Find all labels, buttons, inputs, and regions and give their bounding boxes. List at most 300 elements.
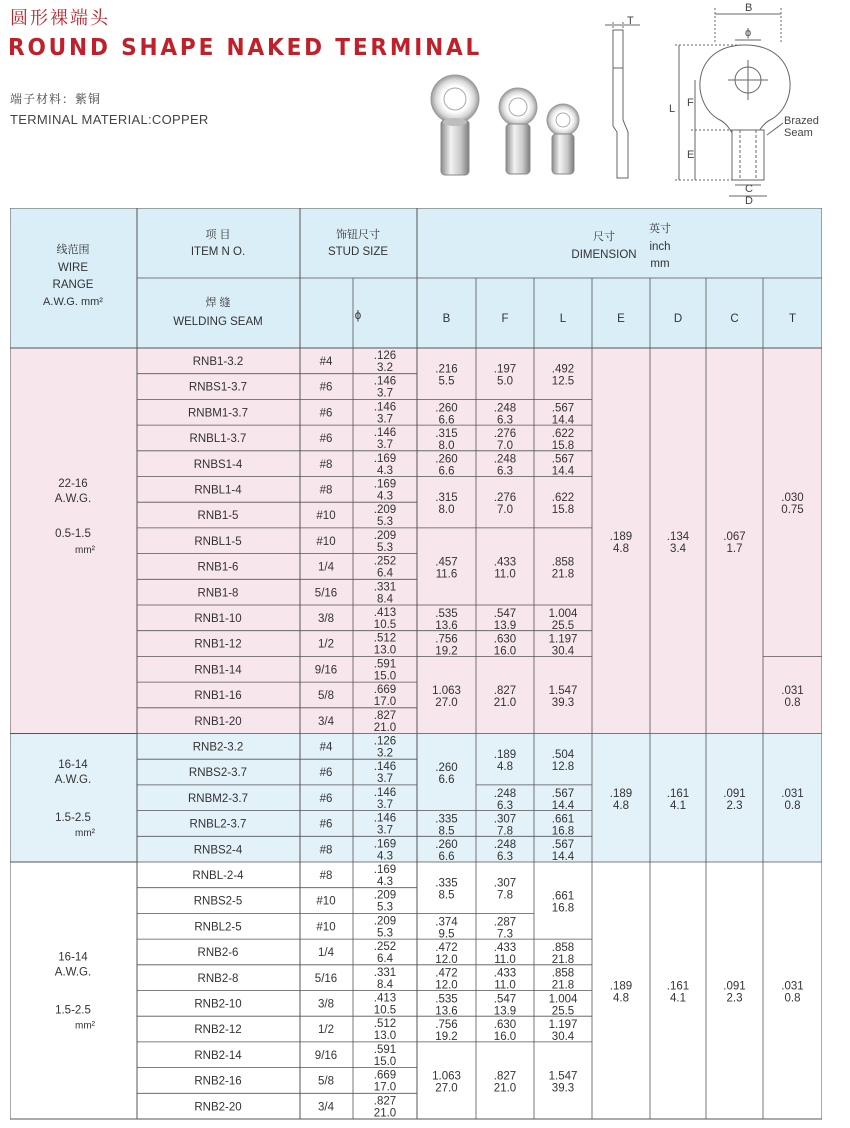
phi-mm-cell: 4.3 [377,850,393,863]
item-cell: RNBL1-5 [194,535,242,548]
dim-l-inch: .567 [551,787,575,800]
dim-f-mm: 7.0 [497,504,513,517]
phi-inch-cell: .669 [373,684,397,697]
phi-inch-cell: .126 [373,350,397,362]
dim-l-mm: 14.4 [551,799,575,812]
phi-mm-cell: 8.4 [377,978,393,991]
dim-l-mm: 14.4 [551,851,575,864]
dim-t-mm: 0.75 [781,504,804,517]
phi-inch-cell: .209 [373,889,397,902]
phi-mm-cell: 10.5 [373,1004,397,1017]
phi-inch-cell: .413 [373,607,397,619]
stud-cell: 5/16 [314,972,338,985]
dim-e-mm: 4.8 [613,992,629,1005]
phi-mm-cell: 21.0 [373,721,397,734]
dim-d-mm: 4.1 [670,992,686,1005]
dim-l-mm: 25.5 [551,1005,575,1018]
dim-b-mm: 6.6 [438,414,455,427]
phi-mm-cell: 3.7 [377,824,393,837]
item-cell: RNBL1-3.7 [189,433,247,446]
phi-inch-cell: .209 [373,529,397,542]
dim-f-inch: .276 [493,427,517,440]
material-en: TERMINAL MATERIAL:COPPER [10,112,209,127]
phi-mm-cell: 3.7 [377,773,393,786]
dim-b-mm: 6.6 [438,774,455,787]
dim-f-mm: 5.0 [497,375,513,388]
stud-cell: #6 [319,407,333,420]
stud-cell: #8 [319,484,333,497]
terminal-large [431,75,479,175]
dim-f-mm: 11.0 [494,568,516,581]
dim-l-mm: 39.3 [551,1082,575,1095]
dim-f-mm: 11.0 [494,979,516,992]
phi-mm-cell: 13.0 [373,1030,397,1043]
dim-l-inch: 1.547 [548,1070,578,1083]
dim-b-mm: 11.6 [435,568,458,581]
dim-b-inch: .315 [435,492,458,505]
phi-inch-cell: .169 [373,864,397,876]
label-e: E [687,149,695,161]
dim-b-inch: 1.063 [432,1070,461,1083]
header-item-cn: 项 目 [205,229,231,241]
header-weld-en: WELDING SEAM [173,316,263,328]
phi-mm-cell: 5.3 [377,541,393,554]
dim-d-mm: 4.1 [670,799,686,812]
dim-b-mm: 12.0 [435,953,458,966]
dim-l-mm: 21.8 [551,979,575,992]
item-cell: RNB1-6 [197,561,239,574]
stud-cell: #10 [316,510,336,523]
dim-l-mm: 30.4 [551,1031,575,1044]
phi-mm-cell: 10.5 [373,619,397,631]
header-inch: inch [649,241,671,253]
dim-b-mm: 9.5 [438,928,455,941]
dimension-diagram [595,0,840,208]
item-cell: RNB1-14 [194,664,242,677]
phi-mm-cell: 5.3 [377,516,393,529]
dim-l-inch: 1.197 [548,1019,578,1032]
dim-f-inch: .547 [493,993,517,1006]
dim-t-mm: 0.8 [784,696,801,709]
phi-inch-cell: .146 [373,375,397,388]
phi-mm-cell: 3.7 [377,439,393,452]
dim-f-inch: .433 [493,967,517,980]
header-phi: ϕ [354,310,362,322]
stud-cell: 9/16 [314,664,338,677]
phi-mm-cell: 15.0 [373,1055,397,1068]
dim-f-inch: .287 [493,916,517,929]
dim-b-inch: .260 [435,453,458,466]
terminal-medium [499,88,537,174]
dim-f-inch: .433 [493,941,517,954]
stud-cell: 3/4 [318,715,334,728]
label-seam: Seam [784,127,813,139]
stud-cell: #6 [319,767,333,780]
phi-inch-cell: .169 [373,478,397,491]
group-awg: 16-14 [58,951,88,964]
phi-inch-cell: .413 [373,992,397,1005]
dim-c-inch: .091 [723,787,746,800]
header-mm: mm [650,258,670,270]
stud-cell: 5/8 [318,1075,334,1088]
dim-b-inch: .472 [435,967,458,980]
dim-b-inch: .535 [435,993,458,1006]
item-cell: RNB1-3.2 [192,356,244,368]
dim-e-inch: .189 [609,980,633,993]
item-cell: RNB2-12 [194,1024,242,1037]
stud-cell: 9/16 [314,1049,338,1062]
item-cell: RNBS2-5 [193,895,243,908]
item-cell: RNBL2-3.7 [189,818,247,831]
phi-mm-cell: 21.0 [373,1107,397,1120]
phi-mm-cell: 4.3 [377,490,393,503]
item-cell: RNBM2-3.7 [187,792,249,805]
header-col-d: D [673,313,683,325]
item-cell: RNB1-10 [194,613,242,625]
dim-b-mm: 13.6 [435,1005,458,1018]
phi-inch-cell: .331 [373,581,397,594]
header-col-b: B [442,313,451,325]
label-brazed: Brazed [784,115,819,127]
dim-f-mm: 6.3 [497,414,513,427]
dim-d-mm: 3.4 [670,542,686,555]
dim-l-mm: 12.5 [551,375,575,388]
item-cell: RNB2-14 [194,1049,242,1062]
dim-l-inch: 1.197 [548,633,578,646]
label-f: F [687,97,694,109]
dim-f-mm: 11.0 [494,953,516,966]
dim-b-inch: .756 [435,1019,458,1032]
stud-cell: #8 [319,458,333,471]
phi-mm-cell: 6.4 [377,567,393,580]
item-cell: RNB1-5 [197,510,239,523]
dim-e-inch: .189 [609,530,633,543]
phi-inch-cell: .252 [373,555,397,568]
dim-f-inch: .248 [493,402,517,415]
header-col-l: L [559,313,567,325]
dim-f-inch: .547 [493,607,517,620]
dim-b-inch: .260 [435,839,458,852]
group-mm-unit: mm² [75,1020,95,1032]
phi-mm-cell: 13.0 [373,644,397,657]
dim-b-inch: .374 [435,916,458,929]
dim-l-inch: .567 [551,402,575,415]
header-stud-en: STUD SIZE [327,246,389,258]
header-wire-en: WIRE [57,262,89,274]
dim-d-inch: .161 [666,980,690,993]
stud-cell: #6 [319,792,333,805]
phi-inch-cell: .827 [373,709,397,722]
dim-l-mm: 14.4 [551,414,575,427]
header-col-f: F [501,313,509,325]
terminal-small [547,104,579,174]
dim-b-inch: .216 [435,363,458,376]
phi-inch-cell: .591 [373,1043,397,1056]
stud-cell: #8 [319,844,333,857]
dim-b-inch: .260 [435,762,458,775]
dim-f-mm: 13.9 [493,619,517,632]
item-cell: RNB2-6 [197,947,239,960]
dim-l-inch: .858 [551,556,575,569]
phi-inch-cell: .169 [373,452,397,465]
dim-l-inch: .567 [551,839,575,852]
spec-table [10,208,822,1125]
phi-mm-cell: 4.3 [377,876,393,888]
title-en: ROUND SHAPE NAKED TERMINAL [8,35,483,61]
dim-c-inch: .091 [723,980,746,993]
phi-inch-cell: .512 [373,1018,397,1031]
dim-f-mm: 7.8 [497,825,513,838]
dim-b-mm: 8.0 [438,439,455,452]
phi-inch-cell: .169 [373,838,397,851]
dim-l-inch: 1.004 [548,607,578,620]
dim-l-mm: 39.3 [551,696,575,709]
group-bg [10,734,822,863]
dim-l-inch: .622 [551,427,575,440]
stud-cell: 5/8 [318,690,334,703]
phi-inch-cell: .827 [373,1095,397,1108]
dim-b-mm: 6.6 [438,851,455,864]
group-mm: 0.5-1.5 [55,527,91,540]
phi-mm-cell: 15.0 [373,670,397,683]
stud-cell: #4 [319,741,333,754]
dim-l-mm: 16.8 [551,825,575,838]
dim-l-mm: 16.8 [551,902,575,915]
phi-inch-cell: .126 [373,735,397,748]
phi-inch-cell: .146 [373,427,397,440]
phi-inch-cell: .512 [373,632,397,645]
dim-b-inch: 1.063 [432,684,461,697]
spec-table-grid [10,208,822,1120]
dim-t-inch: .031 [781,684,804,697]
dim-f-inch: .248 [493,839,517,852]
dim-f-inch: .433 [493,556,517,569]
dim-f-inch: .630 [493,1019,517,1032]
dim-f-inch: .307 [493,813,517,826]
stud-cell: 1/2 [318,638,334,651]
dim-b-inch: .472 [435,941,458,954]
stud-cell: 3/4 [318,1101,334,1114]
item-cell: RNB2-16 [194,1075,242,1088]
dim-b-mm: 13.6 [435,619,458,632]
label-l: L [669,103,676,115]
dim-f-inch: .827 [493,1070,517,1083]
label-b: B [745,2,753,14]
dim-f-inch: .248 [493,787,517,800]
group-mm: 1.5-2.5 [55,1004,91,1017]
dim-f-mm: 7.0 [497,439,513,452]
dim-d-inch: .161 [666,787,690,800]
dim-c-inch: .067 [723,530,746,543]
dim-l-mm: 21.8 [551,953,575,966]
stud-cell: 3/8 [318,998,334,1011]
label-c: C [745,183,753,195]
header-item-en: ITEM N O. [190,246,246,258]
header-dim-cn: 尺寸 [593,231,615,243]
dim-f-mm: 13.9 [493,1005,517,1018]
dim-c-mm: 2.3 [726,992,743,1005]
dim-l-mm: 14.4 [551,465,575,478]
dim-b-mm: 27.0 [435,696,458,709]
stud-cell: #6 [319,381,333,394]
stud-cell: 5/16 [314,587,338,600]
dim-f-inch: .276 [493,492,517,505]
item-cell: RNBS1-3.7 [188,381,248,394]
dim-f-mm: 21.0 [493,696,517,709]
dim-f-mm: 6.3 [497,851,513,864]
phi-inch-cell: .209 [373,915,397,928]
dim-l-inch: 1.004 [548,993,578,1006]
dim-b-mm: 8.5 [438,889,455,902]
dim-f-mm: 7.8 [497,889,513,902]
phi-mm-cell: 6.4 [377,953,393,966]
dim-c-mm: 1.7 [726,542,743,555]
item-cell: RNB1-8 [197,587,239,600]
dim-b-mm: 5.5 [438,375,455,388]
dim-b-mm: 8.0 [438,504,455,517]
dim-t-inch: .031 [781,980,804,993]
group-awg: 16-14 [58,758,88,771]
dim-l-inch: .858 [551,967,575,980]
phi-inch-cell: .331 [373,966,397,979]
dim-c-mm: 2.3 [726,799,743,812]
dim-b-mm: 8.5 [438,825,455,838]
item-cell: RNB2-8 [197,972,239,985]
dim-l-inch: .661 [551,813,575,826]
phi-inch-cell: .146 [373,761,397,774]
dim-l-mm: 25.5 [551,619,575,632]
dim-e-mm: 4.8 [613,799,629,812]
dim-l-inch: .661 [551,890,575,903]
header-wire-cn: 线范围 [56,244,90,256]
group-mm-unit: mm² [75,827,95,839]
header-col-e: E [617,313,625,325]
phi-mm-cell: 3.2 [377,362,393,374]
dim-l-inch: .492 [551,363,575,376]
stud-cell: 1/4 [318,561,334,574]
item-cell: RNB1-20 [194,715,242,728]
stud-cell: #10 [316,535,336,548]
group-awg-unit: A.W.G. [54,492,92,505]
group-awg-unit: A.W.G. [54,966,92,979]
dim-f-mm: 4.8 [497,761,513,774]
stud-cell: #10 [316,921,336,934]
dim-t-mm: 0.8 [784,992,801,1005]
stud-cell: #4 [319,356,333,368]
dim-f-mm: 16.0 [493,1031,517,1044]
dim-b-inch: .315 [435,427,458,440]
header-wire-unit: A.W.G. mm² [43,296,103,308]
dim-l-inch: .622 [551,492,575,505]
group-awg-unit: A.W.G. [54,773,92,786]
dim-l-mm: 21.8 [551,568,575,581]
header-wire-en2: RANGE [52,279,94,291]
phi-inch-cell: .146 [373,812,397,825]
header-col-t: T [788,313,797,325]
dim-b-inch: .335 [435,813,458,826]
stud-cell: #6 [319,818,333,831]
dim-f-mm: 6.3 [497,799,513,812]
stud-cell: 3/8 [318,613,334,625]
phi-inch-cell: .669 [373,1069,397,1082]
dim-b-inch: .335 [435,877,458,890]
item-cell: RNB2-3.2 [192,741,244,754]
group-awg: 22-16 [58,477,88,490]
dim-b-mm: 12.0 [435,979,458,992]
phi-mm-cell: 3.7 [377,798,393,811]
item-cell: RNB1-12 [194,638,242,651]
phi-mm-cell: 3.2 [377,747,393,760]
header-inch-cn: 英寸 [649,223,671,235]
dim-t-inch: .031 [781,787,804,800]
item-cell: RNBS2-4 [193,844,243,857]
dim-b-inch: .756 [435,633,458,646]
item-cell: RNBM1-3.7 [187,407,249,420]
dim-l-inch: .504 [551,749,575,762]
phi-inch-cell: .146 [373,786,397,799]
item-cell: RNBL2-5 [194,921,242,934]
dim-f-inch: .248 [493,453,517,466]
stud-cell: 1/2 [318,1024,334,1037]
dim-f-inch: .827 [493,684,517,697]
stud-cell: 1/4 [318,947,334,960]
label-d: D [745,195,753,207]
header-weld-cn: 焊 缝 [205,297,231,309]
header-dim-en: DIMENSION [571,249,637,261]
dim-b-inch: .260 [435,402,458,415]
phi-mm-cell: 17.0 [373,696,397,709]
stud-cell: #8 [319,870,333,882]
item-cell: RNBS2-3.7 [188,767,248,780]
dim-t-mm: 0.8 [784,799,801,812]
item-cell: RNB2-20 [194,1101,242,1114]
dim-f-mm: 21.0 [493,1082,517,1095]
phi-inch-cell: .146 [373,401,397,414]
group-mm-unit: mm² [75,544,95,556]
phi-mm-cell: 3.7 [377,413,393,426]
phi-mm-cell: 4.3 [377,464,393,477]
dim-l-mm: 12.8 [551,761,575,774]
dim-f-inch: .189 [493,749,517,762]
dim-f-inch: .630 [493,633,517,646]
phi-mm-cell: 17.0 [373,1081,397,1094]
phi-inch-cell: .209 [373,504,397,517]
item-cell: RNBL1-4 [194,484,242,497]
title-cn: 圆形裸端头 [10,8,110,29]
dim-b-mm: 27.0 [435,1082,458,1095]
item-cell: RNB2-10 [194,998,242,1011]
label-t: T [627,15,634,27]
phi-mm-cell: 8.4 [377,593,393,606]
dim-e-inch: .189 [609,787,633,800]
item-cell: RNBS1-4 [193,458,243,471]
dim-f-mm: 16.0 [493,645,517,658]
dim-l-mm: 15.8 [551,439,575,452]
item-cell: RNBL-2-4 [192,870,244,882]
label-phi: ϕ [745,27,752,39]
terminal-photo [425,72,595,182]
dim-l-mm: 15.8 [551,504,575,517]
phi-mm-cell: 3.7 [377,387,393,400]
dim-l-inch: .858 [551,941,575,954]
dim-f-inch: .307 [493,877,517,890]
dim-e-mm: 4.8 [613,542,629,555]
dim-b-inch: .535 [435,607,458,620]
phi-mm-cell: 5.3 [377,901,393,914]
dim-f-inch: .197 [493,363,517,376]
dim-b-inch: .457 [435,556,458,569]
dim-f-mm: 7.3 [497,928,513,941]
